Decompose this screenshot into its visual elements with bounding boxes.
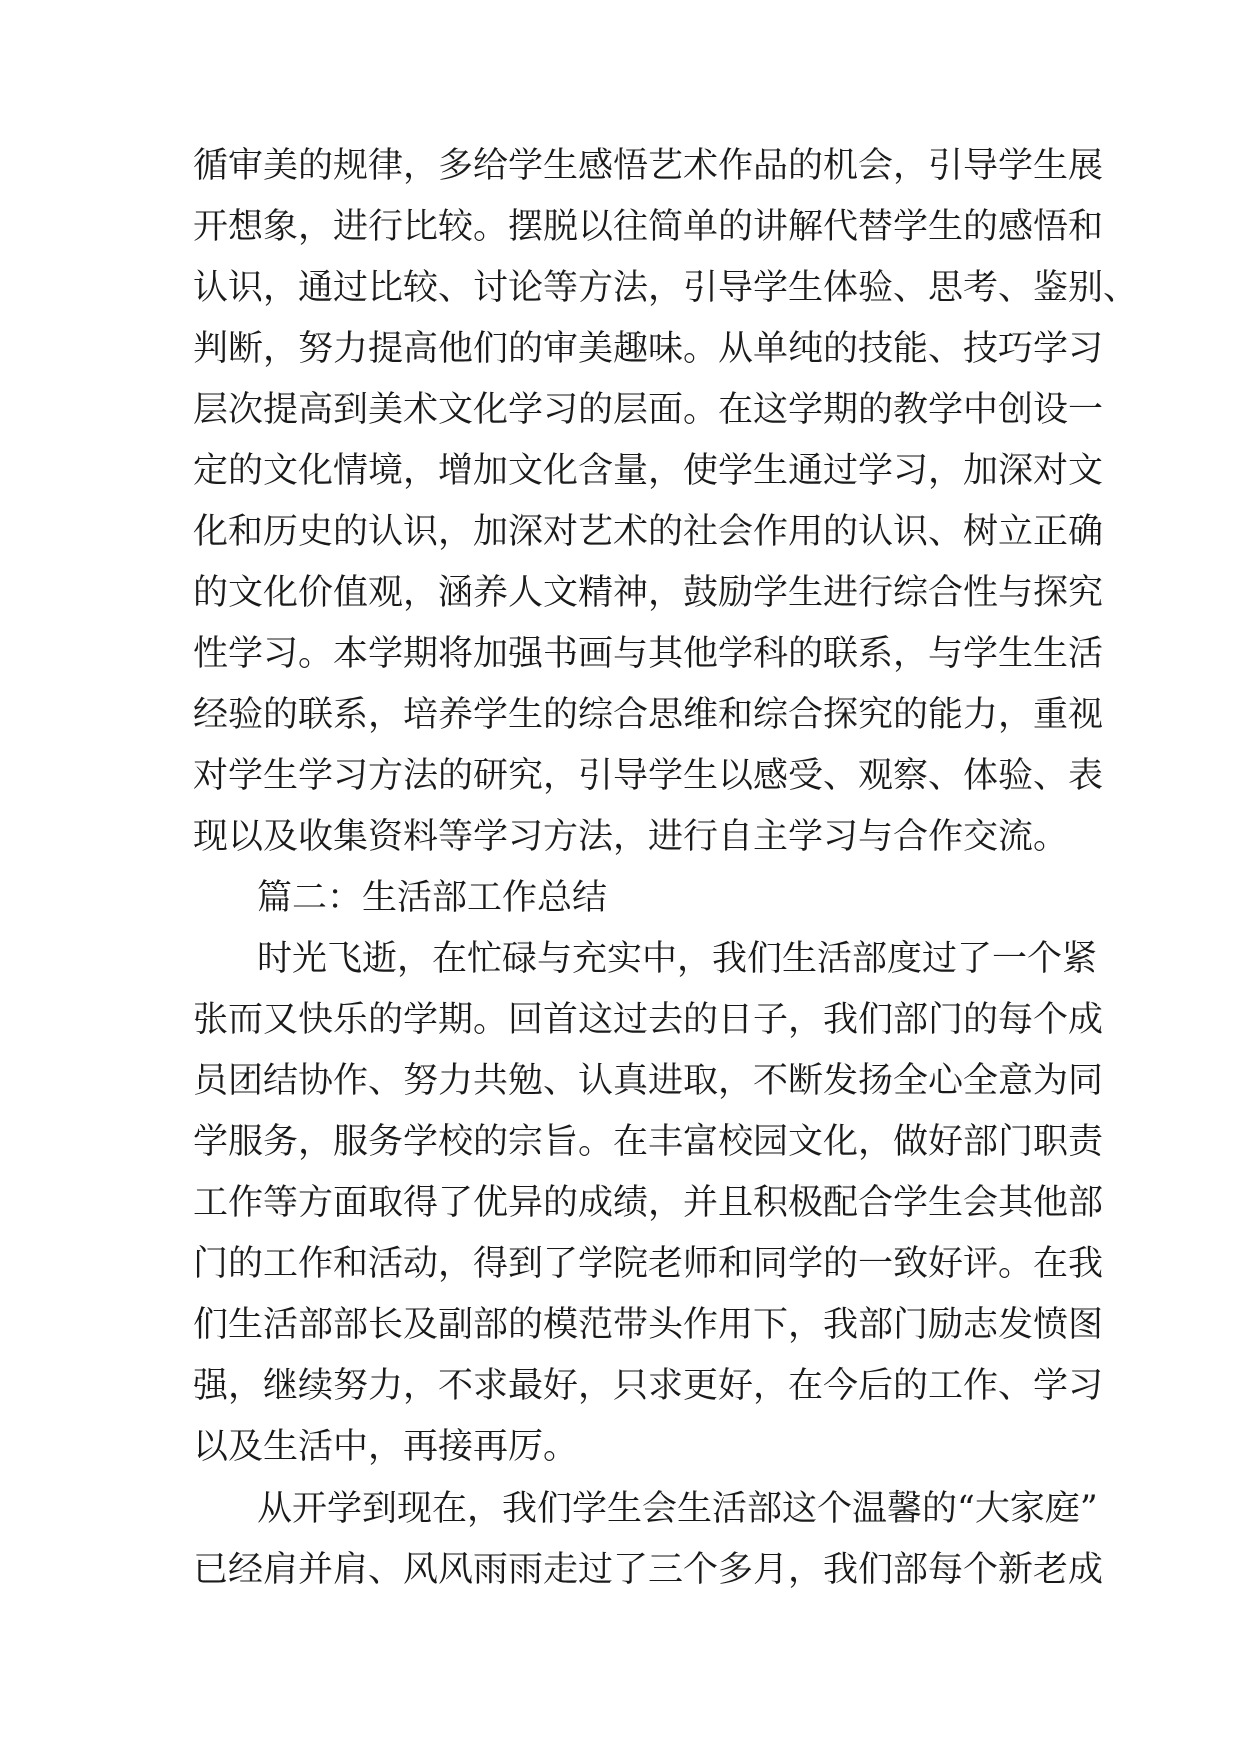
text-line: 员团结协作、努力共勉、认真进取，不断发扬全心全意为同 (193, 1061, 1104, 1101)
text-line: 循审美的规律，多给学生感悟艺术作品的机会，引导学生展 (193, 146, 1104, 186)
text-line: 已经肩并肩、风风雨雨走过了三个多月，我们部每个新老成 (193, 1550, 1104, 1590)
text-line: 强，继续努力，不求最好，只求更好，在今后的工作、学习 (193, 1366, 1104, 1406)
text-line: 现以及收集资料等学习方法，进行自主学习与合作交流。 (193, 817, 1069, 857)
text-line: 经验的联系，培养学生的综合思维和综合探究的能力，重视 (193, 695, 1104, 735)
text-line: 认识，通过比较、讨论等方法，引导学生体验、思考、鉴别、 (193, 268, 1139, 308)
text-line: 以及生活中，再接再厉。 (193, 1427, 579, 1467)
text-line: 化和历史的认识，加深对艺术的社会作用的认识、树立正确 (193, 512, 1104, 552)
text-line: 对学生学习方法的研究，引导学生以感受、观察、体验、表 (193, 756, 1104, 796)
text-line: 张而又快乐的学期。回首这过去的日子，我们部门的每个成 (193, 1000, 1104, 1040)
text-line: 们生活部部长及副部的模范带头作用下，我部门励志发愤图 (193, 1305, 1104, 1345)
text-line: 时光飞逝，在忙碌与充实中，我们生活部度过了一个紧 (257, 939, 1098, 979)
text-line: 开想象，进行比较。摆脱以往简单的讲解代替学生的感悟和 (193, 207, 1104, 247)
text-line: 学服务，服务学校的宗旨。在丰富校园文化，做好部门职责 (193, 1122, 1104, 1162)
text-line: 判断，努力提高他们的审美趣味。从单纯的技能、技巧学习 (193, 329, 1104, 369)
text-line: 的文化价值观，涵养人文精神，鼓励学生进行综合性与探究 (193, 573, 1104, 613)
text-line: 定的文化情境，增加文化含量，使学生通过学习，加深对文 (193, 451, 1104, 491)
text-line: 性学习。本学期将加强书画与其他学科的联系，与学生生活 (193, 634, 1104, 674)
section-heading: 篇二：生活部工作总结 (257, 878, 608, 918)
text-line: 层次提高到美术文化学习的层面。在这学期的教学中创设一 (193, 390, 1104, 430)
text-line: 工作等方面取得了优异的成绩，并且积极配合学生会其他部 (193, 1183, 1104, 1223)
text-line: 门的工作和活动，得到了学院老师和同学的一致好评。在我 (193, 1244, 1104, 1284)
text-line: 从开学到现在，我们学生会生活部这个温馨的“大家庭” (257, 1489, 1098, 1529)
